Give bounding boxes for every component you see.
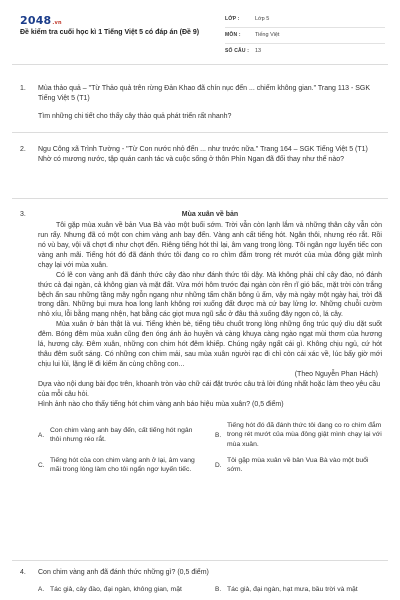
passage-paragraph: Có lẽ con vàng anh đã đánh thức cây đào như đánh thức tôi dậy. Mà không phải chỉ cây đào, nó đánh thức cả đại ngàn, cả không gian và mặt đất. Vừa mới hôm trước đại ngàn còn rền rĩ gió bấc, mặt trời còn trắng bệch ẩn sau những tầng mây ngỗn ngang như những tấm chăn bông ủ ấm, vậy mà ngày một ngày hai, trời đã trong dần. Những bụi mưa hoa long lanh không rơi xuống đất được mà cứ bay lửng lơ. Những chuỗi cườm nhỏ xíu, lỗi bằng mạng nhện, hạt bằng các giọt mưa ngũ sắc ở đâu thả xuống đây ngọn cỏ, lá cây. (38, 271, 382, 319)
question-divider (12, 560, 388, 561)
answer-option-b[interactable] (215, 582, 382, 598)
passage-paragraph: Tôi gặp mùa xuân về bản Vua Bà vào một buổi sớm. Trời vẫn còn lạnh lắm và những thân cây vẫn còn run rẩy. Nhưng đã có một con chim vàng anh bay đến. Vàng anh cất tiếng hót. Ngân thôi, nhưng réo rắt. Rồi nó vù bay, vội vã chợt đi như chợt đến. Riêng tiếng hót thì lại, âm vang trong lòng. Tôi ngân ngơ luyến tiếc con vàng anh mãi. Tiếng hót đó đã đánh thức tôi đang co ro chìm đắm trong rét mướt của mùa đông giật mình chạy lại với mùa xuân. (38, 221, 382, 269)
page-header (0, 0, 400, 62)
option-letter: B. (215, 431, 222, 439)
option-text: Tiếng hót đó đã đánh thức tôi đang co ro chìm đắm trong rét mướt của mùa đông giật mình chạy lại với mùa xuân. (227, 421, 382, 449)
option-letter: C. (38, 461, 45, 469)
question-instructions: Dựa vào nội dung bài đọc trên, khoanh tròn vào chữ cái đặt trước câu trả lời đúng nhất hoặc làm theo yêu cầu của mỗi câu hỏi. (38, 380, 381, 398)
option-letter: A. (38, 431, 45, 439)
question-prompt: Hình ảnh nào cho thấy tiếng hót chim vàng anh báo hiệu mùa xuân? (0,5 điểm) (38, 400, 284, 408)
question-1 (12, 84, 388, 122)
option-letter: A. (38, 586, 45, 594)
question-prompt: Nhờ có mương nước, tập quán canh tác và cuộc sống ở thôn Phìn Ngan đã đổi thay như thế nào? (38, 155, 344, 163)
document-title: Đề kiểm tra cuối học kì 1 Tiếng Việt 5 có đáp án (Đề 9) (20, 29, 200, 36)
question-divider (12, 198, 388, 199)
question-number: 4. (20, 569, 26, 576)
option-text: Tác giả, cây đào, đại ngàn, không gian, mặt (50, 585, 182, 593)
answer-option-a[interactable] (38, 418, 205, 453)
meta-value: Lớp 5 (255, 15, 270, 22)
option-text: Tác giả, đại ngàn, hạt mưa, bầu trời và mặt (227, 585, 358, 593)
question-number: 2. (20, 146, 26, 153)
question-number: 1. (20, 85, 26, 92)
meta-row-subject (225, 28, 385, 44)
answer-options (38, 418, 382, 478)
answer-option-a[interactable] (38, 582, 205, 598)
passage-source: (Theo Nguyễn Phan Hách) (294, 371, 378, 378)
question-number: 3. (20, 211, 26, 218)
meta-label: LỚP : (225, 15, 240, 22)
answer-option-d[interactable] (215, 453, 382, 478)
question-prompt: Con chim vàng anh đã đánh thức những gì? (0,5 điểm) (38, 569, 209, 576)
question-3 (12, 210, 388, 478)
meta-row-class (225, 12, 385, 28)
option-letter: B. (215, 586, 222, 594)
question-reference: Ngu Công xã Trình Tường - "Từ Con nước nhỏ đến ... như trước nữa." Trang 164 – SGK Tiếng Việt 5 (T1) (38, 146, 368, 153)
question-2 (12, 145, 388, 165)
document-meta (225, 12, 385, 60)
option-letter: D. (215, 461, 222, 469)
question-prompt: Tìm những chi tiết cho thấy cây thảo quả phát triển rất nhanh? (38, 112, 232, 120)
answer-option-c[interactable] (38, 453, 205, 478)
option-text: Con chim vàng anh bay đến, cất tiếng hót ngân thôi nhưng réo rắt. (50, 426, 193, 444)
site-logo[interactable]: 2048.vn (20, 14, 62, 27)
answer-options (38, 582, 382, 598)
meta-value: Tiếng Việt (255, 31, 280, 38)
meta-value: 13 (255, 48, 262, 55)
question-divider (12, 132, 388, 133)
header-divider (12, 64, 388, 65)
meta-row-question-count (225, 44, 385, 60)
option-text: Tôi gặp mùa xuân về bản Vua Bà vào một buổi sớm. (227, 456, 369, 474)
question-reference: Mùa thảo quả – "Từ Thảo quả trên rừng Đản Khao đã chín nục đến ... chiếm không gian." Trang 113 - SGK Tiếng Việt 5 (T1) (38, 85, 371, 102)
meta-label: MÔN : (225, 31, 241, 38)
answer-option-b[interactable] (215, 418, 382, 453)
passage-paragraph: Mùa xuân ở bản thật là vui. Tiếng khèn bè, tiếng tiêu chuốt trong lòng những ống trúc quý dìu dặt suốt đêm. Bóng đêm mùa xuân cũng đen óng ánh ảo huyền và càng khuya càng ngào ngạt mùi thơm của hương lá, hương cây. Đêm xuân, những con chim hót đêm khiếp. Chúng ngây ngất cái gì. Không chịu ngủ, cứ hót thâu đêm suốt sáng. Có những con chim mải, sau mùa xuân người rạc đi chỉ còn cái xác về, lúc bấy giờ mới chịu lui lủi, lặng lẽ đi kiếm ăn cùng chồng con... (38, 321, 382, 369)
passage-title: Mùa xuân về bản (181, 211, 239, 218)
meta-label: SỐ CÂU : (225, 48, 250, 55)
option-text: Tiếng hót của con chim vàng anh ở lại, âm vang mãi trong lòng làm cho tôi ngẩn ngơ luyến tiếc. (50, 456, 195, 474)
question-4 (12, 568, 388, 598)
